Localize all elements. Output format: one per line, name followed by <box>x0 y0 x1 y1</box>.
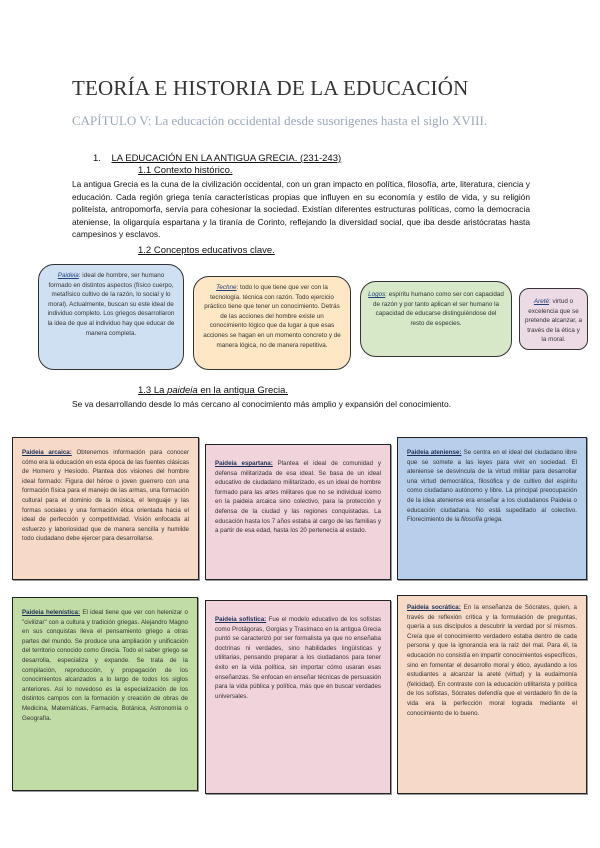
paideia-term: Paideia arcaica: <box>22 449 72 456</box>
paideia-term: Paideia ateniense: <box>407 449 462 456</box>
concept-bubble-techne <box>193 276 351 370</box>
paideia-text: El ideal tiene que ver con helenizar o "civilizar" con a cultura y tradición griegas. Alejandro Magno en sus conquistas lleva el pensamiento griego a otras partes del mundo. Se produce una ampliación y unificación del territorio conocido como Grecia. Todo el saber griego se desarrolla, especializa y expande. Se trata de la compilación, reproducción, y propagación de los conocimientos alcanzados a lo largo de todos los siglos anteriores. Así lo novedoso es la especialización de los distintos campos con la formación y creación de obras de Medicina, Matemáticas, Farmacia, Botánica, Astronomía o Geografía. <box>22 609 188 722</box>
concept-term: Logos <box>368 291 386 298</box>
concept-text: : espíritu humano como ser con capacidad de razón y por tanto aplican el ser humano la capacidad de educarse distinguiéndose del resto de especies. <box>372 291 504 327</box>
paideia-term: Paideia sofística: <box>215 616 267 623</box>
subsection-heading-1-2: 1.2 Conceptos educativos clave. <box>138 245 275 256</box>
paideia-box-ateniense <box>397 437 587 580</box>
concept-text: : todo lo que tiene que ver con la tecnología. técnica con razón. Todo ejercicio práctico tiene que tener un conocimiento. Detrás de las acciones del hombre existe un conocimiento lógico que da lugar a que esas acciones se hagan en un momento concreto y de manera lógica, no de manera repetitiva. <box>203 284 341 349</box>
concept-term: Techne <box>216 284 237 291</box>
paideia-box-sofistica <box>205 600 391 794</box>
context-paragraph: La antigua Grecia es la cuna de la civilización occidental, con un gran impacto en política, filosofía, arte, literatura, ciencia y educación. Cada región griega tenía características propias que influyen en su economía y estilo de vida, y su religión politeísta, antropomorfa, servía para cohesionar la sociedad. Existían diferentes estructuras políticas, como la democracia ateniense, la oligarquía espartana y la tiranía de Corinto, reflejando la diversidad social, que iba desde aristócratas hasta campesinos y esclavos. <box>72 179 530 240</box>
section-heading <box>93 153 341 164</box>
paideia-box-socratica <box>397 595 587 794</box>
concept-text: : ideal de hombre, ser humano formado en distintos aspectos (físico cuerpo, metafísico cultivo de la razón, lo social y lo moral). Actualmente, buscan su este ideal de individuo completo. Los griegos desarrollaron la idea de que al individuo hay que educar de manera completa. <box>47 272 175 337</box>
concept-bubble-paideia <box>38 264 184 370</box>
subsection-heading-1-1: 1.1 Contexto histórico. <box>138 165 233 176</box>
concept-term: Areté <box>533 298 549 305</box>
paideia-term: Paideia espartana: <box>215 460 273 467</box>
paideia-text-italic: filosofía griega. <box>459 516 503 524</box>
paideia-term: Paideia helenística: <box>22 609 81 616</box>
concept-term: Paideia <box>57 272 79 279</box>
paideia-text: Plantea el ideal de comunidad y defensa militarizada de esa ideal. Se basa de un ideal educativo de ciudadano militarizado, es un ideal de hombre formado para las artes militares que no se individual icemo en la paideia arcaica sino colectivo, para la protección y defensa de la ciudad y las regiones conquistadas. La educación hasta los 7 años estaba al cargo de las familias y a partir de esa edad, hasta los 20 pertenecía al estado. <box>215 460 381 535</box>
subsection-heading-1-3: 1.3 La paideia en la antigua Grecia. <box>138 385 289 396</box>
paideia-text: Obtenemos información para conocer cómo era la educación en esta época de las fuentes clásicas de Homero y Hesíodo. Plantea dos visiones del hombre ideal formado: Figura del héroe o joven guerrero con una formación física para el manejo de las armas, una formación cultural para el dominio de la música, el lenguaje y las formas sociales y una formación ética orientada hacia el ideal de perfección y competitividad. Visión enfocada al esfuerzo y laboriosidad que de manera sencilla y humilde todo ciudadano debe ejercer para desarrollarse. <box>22 449 189 543</box>
concept-bubble-logos <box>360 281 512 357</box>
paideia-intro: Se va desarrollando desde lo más cercano al conocimiento más amplio y expansión del conocimiento. <box>72 399 451 409</box>
page-title: TEORÍA E HISTORIA DE LA EDUCACIÓN <box>72 76 469 100</box>
concept-text: : virtud o excelencia que se pretende alcanzar, a través de la ética y la moral. <box>524 298 583 344</box>
section-number: 1. <box>93 153 101 164</box>
paideia-text: Fue el modelo educativo de los sofistas como Protágoras, Gorgias y Trasímaco en la antigua Grecia puntó se caracterizó por ser formalista ya que no enseñaba doctrinas ni verdades, sino habilidades lingüísticas y utilitarias, pensando preparar a los ciudadanos para tener éxito en la vida política, sin importar cómo usaran esas enseñanzas. Se enfocan en enseñar técnicas de persuasión para la vida pública y política, más que en buscar verdades universales. <box>215 616 381 700</box>
paideia-text: Se centra en el ideal del ciudadano libre que se somete a las leyes para vivir en sociedad. El ateniense se desvincula de la virtud militar para desarrollar una virtud democrática, filosófica y de cultivo del espíritu como ciudadano autónomo y libre. La principal preocupación de la idea ateniense era enseñar a los ciudadanos Paideia o educación ciudadana. No está supeditado al colectivo. Florecimiento de la <box>407 449 577 524</box>
section-title: LA EDUCACIÓN EN LA ANTIGUA GRECIA. (231-243) <box>111 153 342 164</box>
paideia-box-helenistica <box>12 597 198 791</box>
paideia-box-arcaica <box>12 437 199 580</box>
paideia-box-espartana <box>205 444 391 580</box>
chapter-subtitle: CAPÍTULO V: La educación occidental desde susorigenes hasta el siglo XVIII. <box>72 113 488 128</box>
paideia-text: En la enseñanza de Sócrates, quien, a través de reflexión crítica y la formulación de preguntas, quería a sus discípulos a descubrir la verdad por sí mismos. Creía que el conocimiento verdadero estaba dentro de cada persona y que la ignorancia era la raíz del mal. Para él, la educación no consistía en impartir conocimientos específicos, sino en fomentar el desarrollo moral y ético, ayudando a los estudiantes a alcanzar la areté (virtud) y la eudaimonía (felicidad). En contraste con la educación utilitarista y política de los sofistas, Sócrates defendía que el verdadero fin de la vida era la perfección moral lograda mediante el conocimiento de lo bueno. <box>407 604 577 717</box>
paideia-term: Paideia socrática: <box>407 604 461 611</box>
concept-bubble-arete <box>519 288 588 350</box>
